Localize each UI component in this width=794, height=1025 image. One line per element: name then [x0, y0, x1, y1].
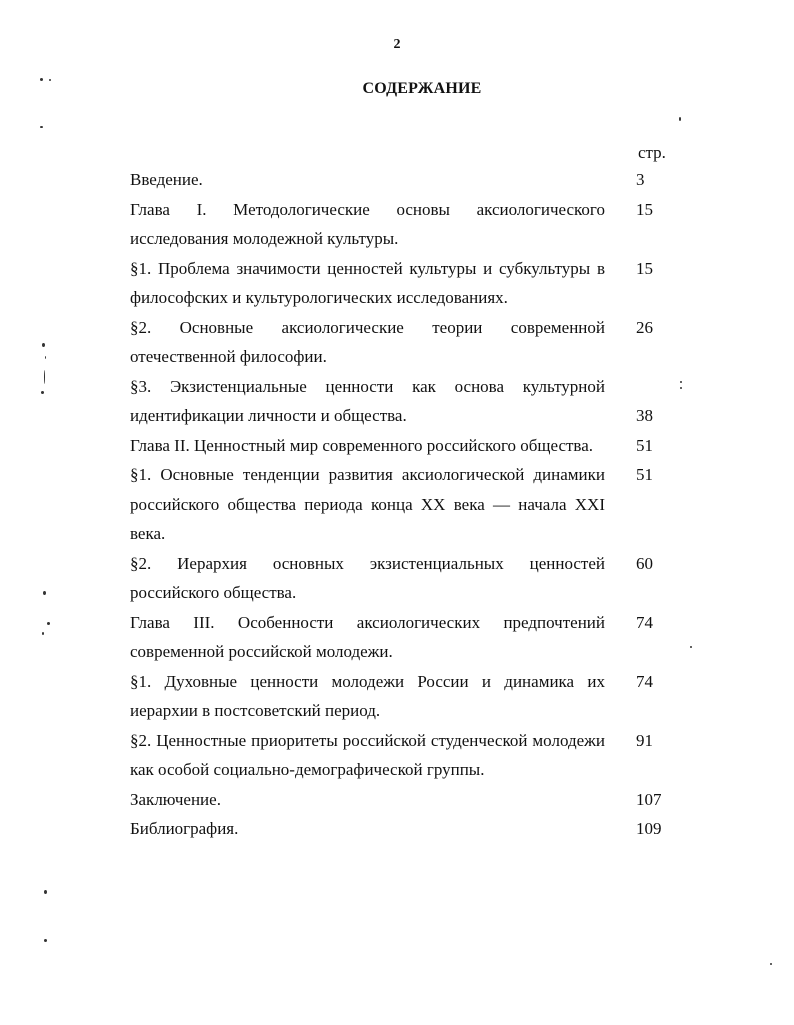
toc-entry	[130, 814, 670, 844]
scan-speck	[44, 939, 47, 942]
toc-entry	[130, 726, 670, 785]
toc-entry	[130, 785, 670, 815]
scan-speck	[49, 79, 51, 81]
toc-entry-page: 26	[636, 317, 653, 337]
toc-entry-page: 3	[636, 170, 645, 189]
toc-entry-page: 60	[636, 553, 653, 573]
toc-entry	[130, 372, 670, 431]
scan-speck	[770, 963, 772, 965]
toc-entry-title: §2. Ценностные приоритеты российской студенческой молодежи как особой социально-демографической группы.	[130, 730, 605, 779]
toc-entry-title: Введение.	[130, 170, 203, 189]
toc-entry	[130, 608, 670, 667]
toc-entry	[130, 549, 670, 608]
toc-entry	[130, 667, 670, 726]
toc-entry-title: Библиография.	[130, 819, 239, 838]
page-column-label: стр.	[638, 143, 666, 162]
toc-entry	[130, 313, 670, 372]
scan-speck	[43, 591, 46, 595]
scan-speck	[40, 126, 43, 128]
toc-entry-page: 74	[636, 612, 653, 632]
toc-entry-page: 107	[636, 789, 662, 809]
toc-entry-title: Глава III. Особенности аксиологических предпочтений современной российской молодежи.	[130, 612, 605, 661]
scan-speck	[679, 117, 681, 121]
toc-entry	[130, 254, 670, 313]
scan-speck	[42, 343, 45, 347]
scan-speck	[680, 387, 682, 389]
toc-entry-page: 51	[636, 435, 653, 455]
toc-entry-title: Глава II. Ценностный мир современного российского общества.	[130, 435, 594, 455]
toc-entry-page: 91	[636, 730, 653, 750]
scan-speck	[680, 381, 682, 383]
scan-speck	[44, 890, 47, 894]
table-of-contents	[130, 165, 670, 844]
toc-entry	[130, 460, 670, 549]
toc-entry-title: §2. Основные аксиологические теории современной отечественной философии.	[130, 317, 605, 366]
toc-entry-title: Заключение.	[130, 789, 221, 809]
toc-entry-title: §3. Экзистенциальные ценности как основа культурной идентификации личности и общества.	[130, 376, 605, 425]
scan-speck	[45, 356, 46, 359]
scan-speck	[44, 370, 45, 384]
toc-entry-title: §1. Основные тенденции развития аксиологической динамики российского общества периода конца XX века — начала XXI века.	[130, 465, 605, 543]
toc-entry-page: 109	[636, 819, 662, 838]
scan-speck	[42, 632, 44, 635]
toc-entry-page: 38	[636, 406, 653, 425]
toc-entry-title: §1. Духовные ценности молодежи России и динамика их иерархии в постсоветский период.	[130, 671, 605, 720]
page-number: 2	[393, 37, 401, 52]
scan-speck	[47, 622, 50, 625]
toc-entry	[130, 431, 670, 461]
toc-entry-title: §1. Проблема значимости ценностей культуры и субкультуры в философских и культурологических исследованиях.	[130, 258, 605, 307]
page-title: СОДЕРЖАНИЕ	[362, 80, 482, 97]
toc-entry-title: §2. Иерархия основных экзистенциальных ценностей российского общества.	[130, 553, 605, 602]
toc-entry-page: 74	[636, 671, 653, 691]
scan-speck	[690, 646, 692, 648]
toc-entry-title: Глава I. Методологические основы аксиологического исследования молодежной культуры.	[130, 199, 605, 248]
toc-entry	[130, 195, 670, 254]
toc-entry-page: 15	[636, 199, 653, 219]
scan-speck	[40, 78, 43, 81]
toc-entry-page: 15	[636, 258, 653, 278]
scan-speck	[41, 391, 44, 394]
toc-entry-page: 51	[636, 465, 653, 484]
toc-entry	[130, 165, 670, 195]
